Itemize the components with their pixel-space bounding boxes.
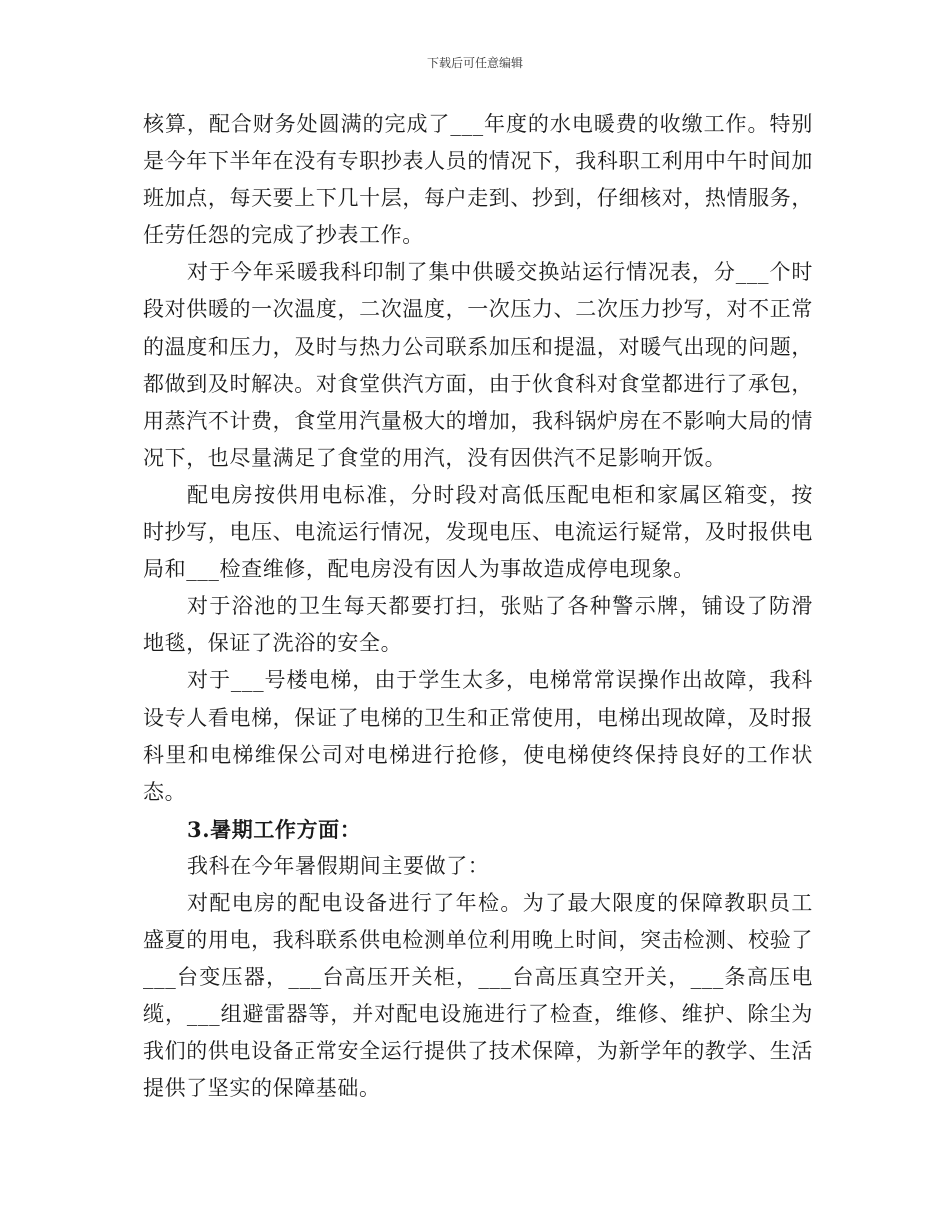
paragraph-billing: 核算，配合财务处圆满的完成了___年度的水电暖费的收缴工作。特别是今年下半年在没有专职抄表人员的情况下，我科职工利用中午时间加班加点，每天要上下几十层，每户走到、抄到，仔细核对，热情服务，任劳任怨的完成了抄表工作。: [143, 112, 813, 248]
section-heading-summer: 3.暑期工作方面：: [187, 816, 362, 842]
paragraph-summer-intro: 我科在今年暑假期间主要做了：: [187, 853, 490, 878]
paragraph-elevator: 对于___号楼电梯，由于学生太多，电梯常常误操作出故障，我科设专人看电梯，保证了电梯的卫生和正常使用，电梯出现故障，及时报科里和电梯维保公司对电梯进行抢修，使电梯使终保持良好的工作状态。: [143, 668, 813, 804]
page-header: 下载后可任意编辑: [426, 56, 523, 70]
paragraph-power-room: 配电房按供用电标准，分时段对高低压配电柜和家属区箱变，按时抄写，电压、电流运行情况，发现电压、电流运行疑常，及时报供电局和___检查维修，配电房没有因人为事故造成停电现象。: [143, 482, 813, 582]
paragraph-heating: 对于今年采暖我科印制了集中供暖交换站运行情况表，分___个时段对供暖的一次温度，二次温度，一次压力、二次压力抄写，对不正常的温度和压力，及时与热力公司联系加压和提温，对暖气出现的问题，都做到及时解决。对食堂供汽方面，由于伙食科对食堂都进行了承包，用蒸汽不计费，食堂用汽量极大的增加，我科锅炉房在不影响大局的情况下，也尽量满足了食堂的用汽，没有因供汽不足影响开饭。: [143, 260, 813, 470]
paragraph-bathhouse: 对于浴池的卫生每天都要打扫，张贴了各种警示牌，铺设了防滑地毯，保证了洗浴的安全。: [143, 594, 813, 656]
paragraph-annual-inspection: 对配电房的配电设备进行了年检。为了最大限度的保障教职员工盛夏的用电，我科联系供电检测单位利用晚上时间，突击检测、校验了___台变压器，___台高压开关柜，___台高压真空开关，___条高压电缆，___组避雷器等，并对配电设施进行了检查，维修、维护、除尘为我们的供电设备正常安全运行提供了技术保障，为新学年的教学、生活提供了坚实的保障基础。: [143, 890, 813, 1101]
document-body: [143, 106, 813, 1108]
